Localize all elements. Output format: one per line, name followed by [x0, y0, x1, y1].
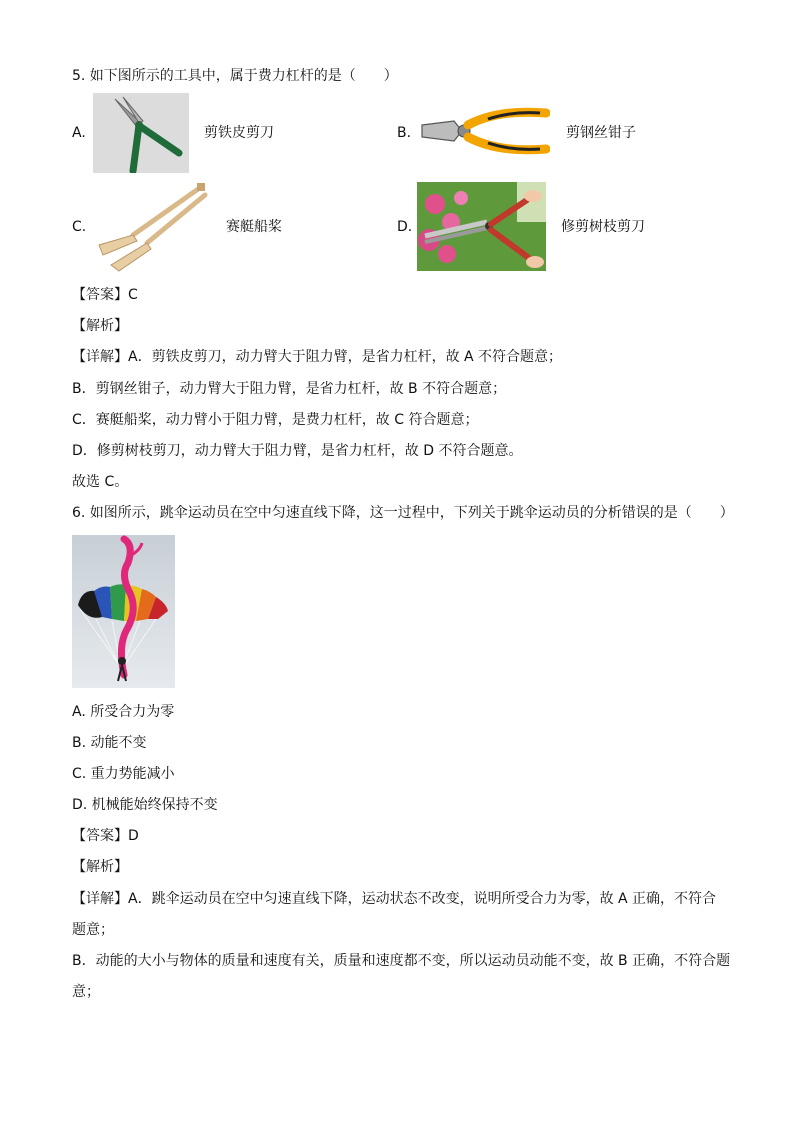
q6-option-d: D. 机械能始终保持不变: [72, 797, 218, 813]
q6-detail-line: 意；: [72, 984, 100, 1000]
q5-option-b-letter: B.: [397, 125, 412, 141]
q5-option-d-letter: D.: [397, 219, 413, 235]
q6-detail-line: B．动能的大小与物体的质量和速度有关，质量和速度都不变，所以运动员动能不变，故 B 正确，不符合题: [72, 953, 731, 969]
q5-conclusion: 故选 C。: [72, 474, 129, 490]
q6-option-c: C. 重力势能减小: [72, 766, 175, 782]
q5-detail-line: B．剪钢丝钳子，动力臂大于阻力臂，是省力杠杆，故 B 不符合题意；: [72, 381, 507, 397]
parachute-photo-icon: [72, 535, 175, 688]
q6-stem: 6. 如图所示，跳伞运动员在空中匀速直线下降，这一过程中，下列关于跳伞运动员的分析错误的是（ ）: [72, 505, 734, 521]
pliers-icon: [418, 103, 550, 159]
q6-option-b: B. 动能不变: [72, 735, 147, 751]
q5-option-b-label: 剪钢丝钳子: [566, 125, 636, 141]
q5-option-a-label: 剪铁皮剪刀: [204, 125, 274, 141]
q5-option-a-letter: A.: [72, 125, 86, 141]
hedge-shears-icon: [417, 182, 546, 271]
q5-stem: 5. 如下图所示的工具中，属于费力杠杆的是（ ）: [72, 68, 398, 84]
q6-answer: 【答案】D: [72, 828, 139, 844]
q5-analysis-heading: 【解析】: [72, 318, 128, 334]
q6-analysis-heading: 【解析】: [72, 859, 128, 875]
q5-detail-line: C．赛艇船桨，动力臂小于阻力臂，是费力杠杆，故 C 符合题意；: [72, 412, 479, 428]
q5-option-c-label: 赛艇船桨: [226, 219, 282, 235]
q6-detail-line: 【详解】A．跳伞运动员在空中匀速直线下降，运动状态不改变，说明所受合力为零，故 A 正确，不符合: [72, 891, 717, 907]
q5-detail-line: 【详解】A．剪铁皮剪刀，动力臂大于阻力臂，是省力杠杆，故 A 不符合题意；: [72, 349, 563, 365]
tin-snips-icon: [93, 93, 189, 173]
q5-answer: 【答案】C: [72, 287, 138, 303]
q5-detail-line: D．修剪树枝剪刀，动力臂大于阻力臂，是省力杠杆，故 D 不符合题意。: [72, 443, 523, 459]
q6-detail-line: 题意；: [72, 922, 114, 938]
q5-option-d-label: 修剪树枝剪刀: [561, 219, 645, 235]
oars-icon: [93, 181, 211, 273]
q5-option-c-letter: C.: [72, 219, 87, 235]
q6-option-a: A. 所受合力为零: [72, 704, 175, 720]
